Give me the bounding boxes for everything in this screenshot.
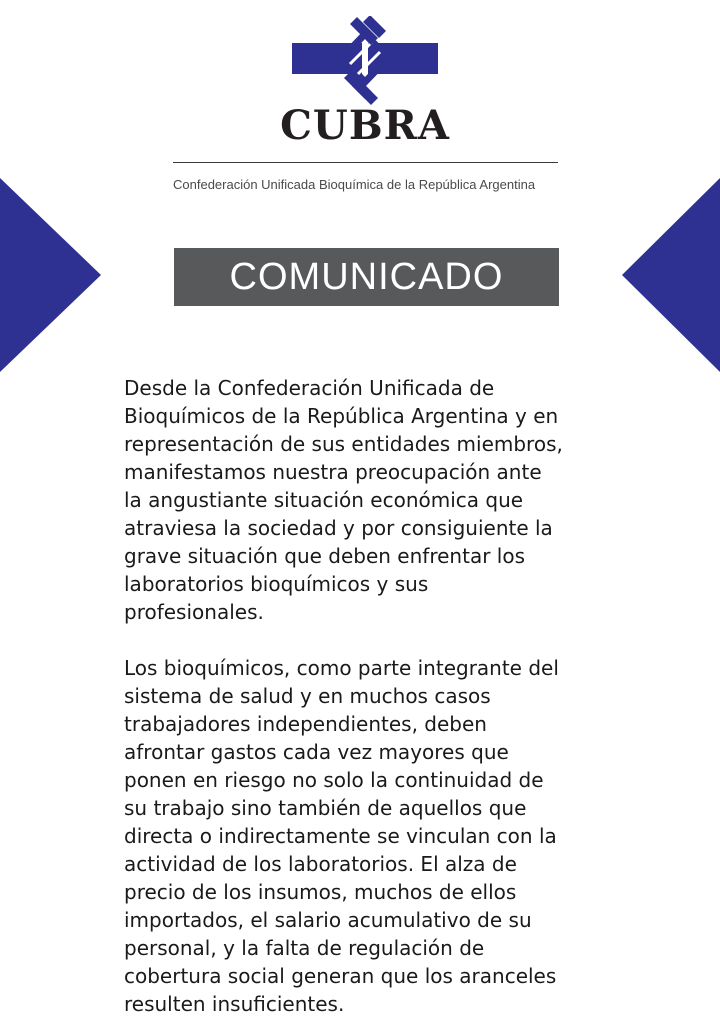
- communique-body: [124, 374, 624, 1018]
- paragraph-1: [124, 374, 624, 626]
- text-line: Desde la Confederación Unificada de: [124, 376, 495, 400]
- organization-name: Confederación Unificada Bioquímica de la República Argentina: [173, 177, 536, 192]
- text-line: Bioquímicos de la República Argentina y en: [124, 404, 559, 428]
- text-line: importados, el salario acumulativo de su: [124, 908, 532, 932]
- text-line: representación de sus entidades miembros,: [124, 432, 563, 456]
- text-line: afrontar gastos cada vez mayores que: [124, 740, 509, 764]
- text-line: ponen en riesgo no solo la continuidad de: [124, 768, 544, 792]
- cubra-logo-icon: [290, 16, 440, 106]
- text-line: resulten insuficientes.: [124, 992, 345, 1016]
- text-line: profesionales.: [124, 600, 264, 624]
- text-line: manifestamos nuestra preocupación ante: [124, 460, 542, 484]
- text-line: directa o indirectamente se vinculan con la: [124, 824, 557, 848]
- text-line: actividad de los laboratorios. El alza de: [124, 852, 517, 876]
- text-line: personal, y la falta de regulación de: [124, 936, 485, 960]
- text-line: cobertura social generan que los aranceles: [124, 964, 557, 988]
- paragraph-gap: [124, 626, 624, 654]
- text-line: la angustiante situación económica que: [124, 488, 524, 512]
- text-line: trabajadores independientes, deben: [124, 712, 487, 736]
- right-triangle-decoration-icon: [622, 178, 720, 372]
- left-triangle-decoration-icon: [0, 178, 101, 372]
- paragraph-2: [124, 654, 624, 1018]
- text-line: atraviesa la sociedad y por consiguiente la: [124, 516, 553, 540]
- text-line: grave situación que deben enfrentar los: [124, 544, 525, 568]
- header-divider: [173, 162, 558, 163]
- text-line: su trabajo sino también de aquellos que: [124, 796, 527, 820]
- document-title-banner: COMUNICADO: [174, 248, 559, 306]
- text-line: Los bioquímicos, como parte integrante del: [124, 656, 559, 680]
- text-line: precio de los insumos, muchos de ellos: [124, 880, 517, 904]
- text-line: sistema de salud y en muchos casos: [124, 684, 491, 708]
- text-line: laboratorios bioquímicos y sus: [124, 572, 429, 596]
- logo-wordmark: CUBRA: [280, 102, 450, 149]
